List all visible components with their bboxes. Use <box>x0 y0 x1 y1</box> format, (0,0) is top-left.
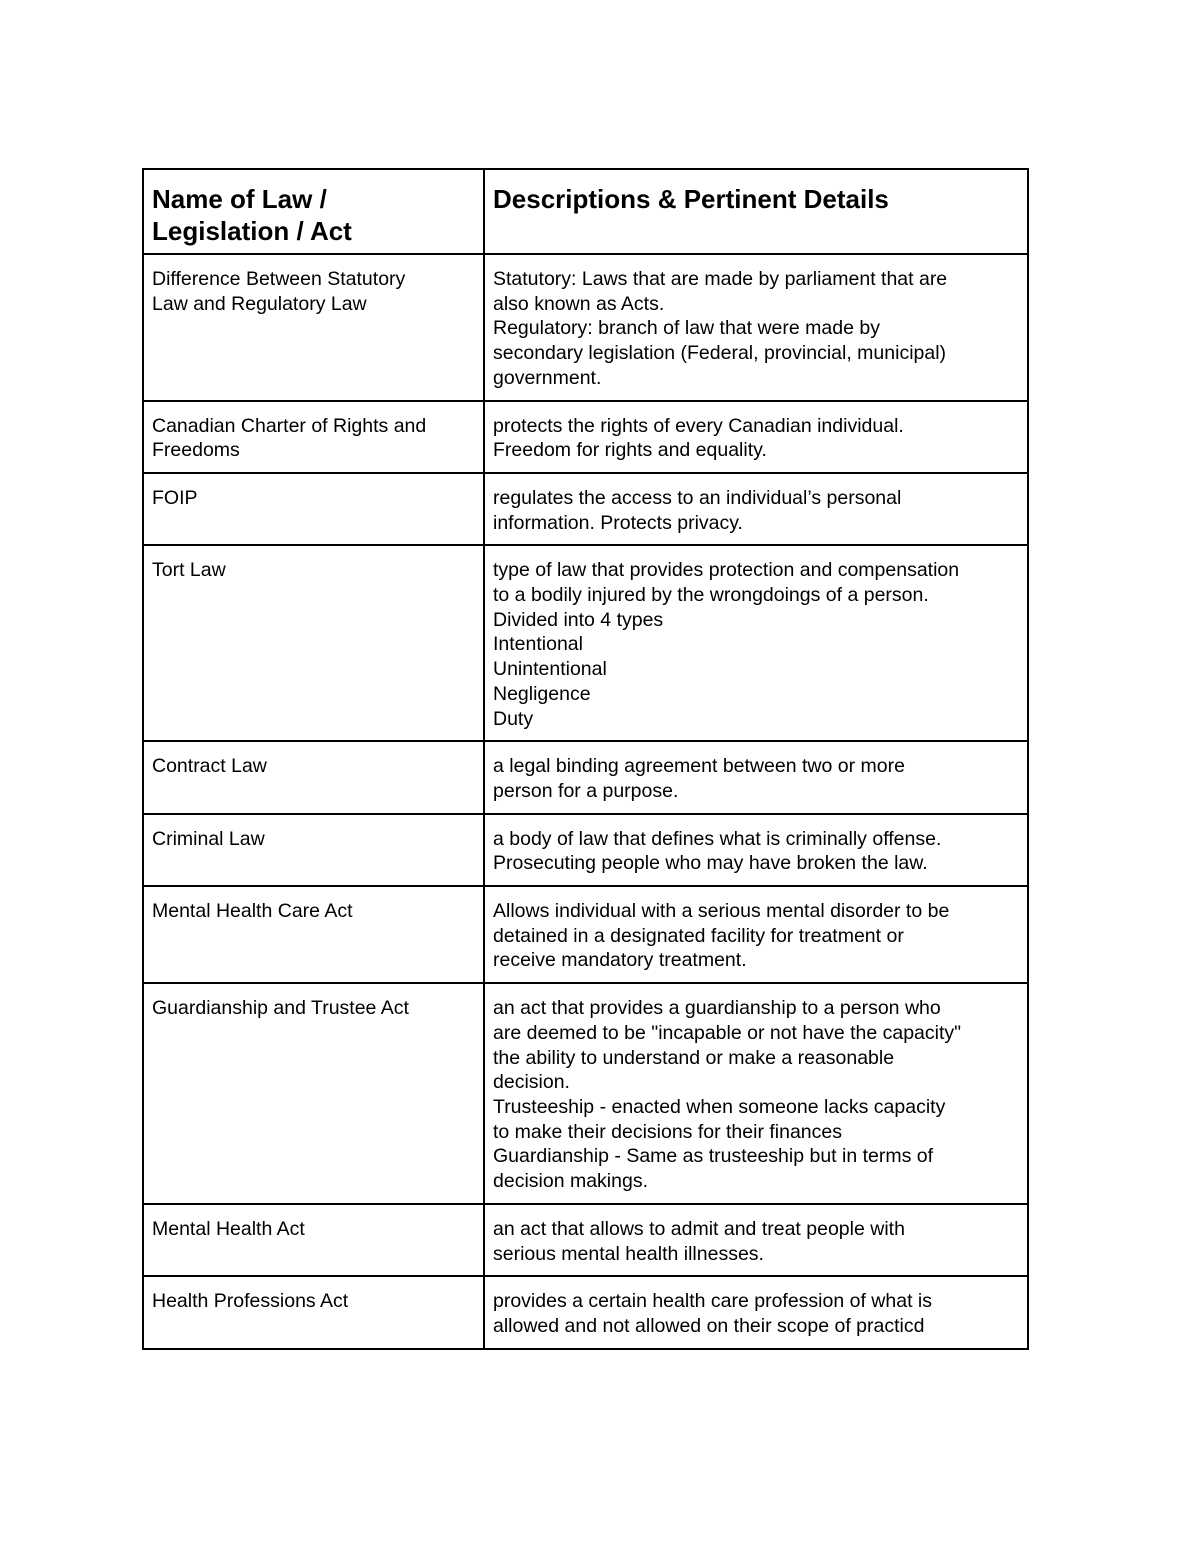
law-table <box>142 168 1029 1350</box>
law-description-cell: an act that provides a guardianship to a person who are deemed to be "incapable or not have the capacity" the ability to understand or make a reasonable decision. Trusteeship - enacted when someone lacks capacity to make their decisions for their finances Guardianship - Same as trusteeship but in terms of decision makings. <box>484 983 1028 1204</box>
law-name-cell: Health Professions Act <box>143 1276 484 1348</box>
law-description-cell: an act that allows to admit and treat people with serious mental health illnesses. <box>484 1204 1028 1276</box>
table-row <box>143 1276 1028 1348</box>
law-description-cell: a legal binding agreement between two or more person for a purpose. <box>484 741 1028 813</box>
law-name-cell: Canadian Charter of Rights and Freedoms <box>143 401 484 473</box>
law-description-cell: provides a certain health care profession of what is allowed and not allowed on their scope of practicd <box>484 1276 1028 1348</box>
table-row <box>143 886 1028 983</box>
law-description-cell: Statutory: Laws that are made by parliament that are also known as Acts. Regulatory: branch of law that were made by secondary legislation (Federal, provincial, municipal) government. <box>484 254 1028 401</box>
law-description-cell: type of law that provides protection and compensation to a bodily injured by the wrongdoings of a person. Divided into 4 types Intentional Unintentional Negligence Duty <box>484 545 1028 741</box>
law-name-cell: Guardianship and Trustee Act <box>143 983 484 1204</box>
law-name-cell: Criminal Law <box>143 814 484 886</box>
table-row <box>143 983 1028 1204</box>
table-row <box>143 741 1028 813</box>
law-description-cell: regulates the access to an individual’s personal information. Protects privacy. <box>484 473 1028 545</box>
table-row <box>143 473 1028 545</box>
law-description-cell: protects the rights of every Canadian individual. Freedom for rights and equality. <box>484 401 1028 473</box>
law-name-cell: Difference Between Statutory Law and Regulatory Law <box>143 254 484 401</box>
law-description-cell: a body of law that defines what is criminally offense. Prosecuting people who may have broken the law. <box>484 814 1028 886</box>
table-row <box>143 401 1028 473</box>
law-name-cell: Tort Law <box>143 545 484 741</box>
table-row <box>143 545 1028 741</box>
law-name-cell: Contract Law <box>143 741 484 813</box>
table-row <box>143 254 1028 401</box>
table-row <box>143 1204 1028 1276</box>
law-name-cell: FOIP <box>143 473 484 545</box>
header-name-of-law: Name of Law / Legislation / Act <box>143 169 484 254</box>
header-descriptions: Descriptions & Pertinent Details <box>484 169 1028 254</box>
table-row <box>143 814 1028 886</box>
law-name-cell: Mental Health Act <box>143 1204 484 1276</box>
table-header-row <box>143 169 1028 254</box>
law-name-cell: Mental Health Care Act <box>143 886 484 983</box>
law-description-cell: Allows individual with a serious mental disorder to be detained in a designated facility for treatment or receive mandatory treatment. <box>484 886 1028 983</box>
